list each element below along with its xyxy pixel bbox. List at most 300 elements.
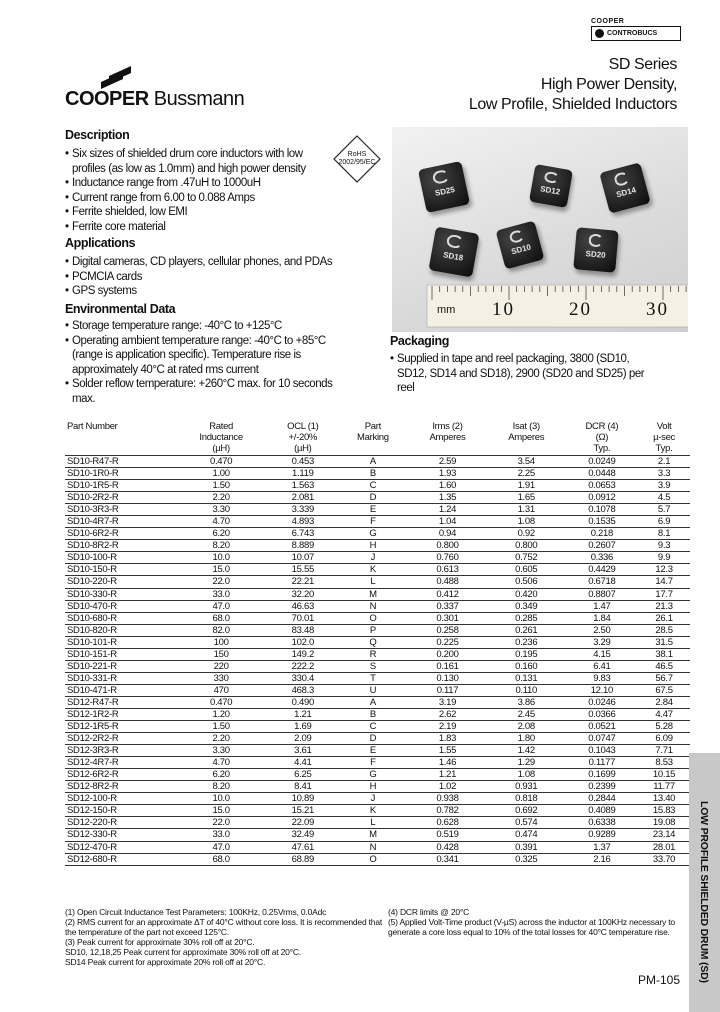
table-cell: 0.2607 xyxy=(566,540,638,552)
description-item: • Inductance range from .47uH to 1000uH xyxy=(65,176,330,191)
table-cell: 0.752 xyxy=(487,552,566,564)
table-cell: 0.131 xyxy=(487,672,566,684)
table-cell: 38.1 xyxy=(638,648,690,660)
column-header xyxy=(268,421,338,456)
table-cell: 2.08 xyxy=(487,721,566,733)
column-header-line: Part xyxy=(364,421,381,432)
rohs-badge xyxy=(333,135,381,183)
table-cell: 2.20 xyxy=(174,492,268,504)
table-cell: 68.0 xyxy=(174,853,268,865)
chip-logo-icon xyxy=(544,170,559,184)
table-cell: 0.470 xyxy=(174,456,268,468)
column-header-line: Rated xyxy=(209,421,234,432)
table-cell: 3.19 xyxy=(408,696,487,708)
table-cell: 1.24 xyxy=(408,504,487,516)
chip-label: SD18 xyxy=(442,250,464,263)
table-cell: 6.20 xyxy=(174,528,268,540)
table-cell: 5.7 xyxy=(638,504,690,516)
table-cell: B xyxy=(338,708,408,720)
column-header xyxy=(338,421,408,456)
column-header-line: OCL (1) xyxy=(287,421,319,432)
table-cell: G xyxy=(338,528,408,540)
table-cell: 6.9 xyxy=(638,516,690,528)
table-cell: 3.86 xyxy=(487,696,566,708)
table-cell: 9.83 xyxy=(566,672,638,684)
footnote: (1) Open Circuit Inductance Test Parameters: 100KHz, 0.25Vrms, 0.0Adc xyxy=(65,907,327,917)
table-cell: J xyxy=(338,552,408,564)
table-cell: 4.15 xyxy=(566,648,638,660)
packaging-list xyxy=(390,352,655,396)
table-cell: 67.5 xyxy=(638,684,690,696)
logo-dot-icon xyxy=(595,29,604,38)
table-row xyxy=(65,600,690,612)
environmental-list xyxy=(65,319,355,407)
table-cell: F xyxy=(338,757,408,769)
table-cell: 32.20 xyxy=(268,588,338,600)
table-cell: 12.10 xyxy=(566,684,638,696)
table-cell: 1.21 xyxy=(408,769,487,781)
table-cell: SD12-680-R xyxy=(65,853,174,865)
chip-label: SD10 xyxy=(510,242,532,257)
table-cell: 31.5 xyxy=(638,636,690,648)
table-cell: 15.55 xyxy=(268,564,338,576)
table-cell: 47.61 xyxy=(268,841,338,853)
ruler-mark-20: 20 xyxy=(569,299,592,320)
table-cell: 0.8807 xyxy=(566,588,638,600)
table-cell: 10.0 xyxy=(174,552,268,564)
table-cell: 330.4 xyxy=(268,672,338,684)
table-cell: 0.6718 xyxy=(566,576,638,588)
description-item: • Ferrite shielded, low EMI xyxy=(65,205,330,220)
table-cell: 10.0 xyxy=(174,793,268,805)
table-cell: 0.261 xyxy=(487,624,566,636)
table-cell: 0.506 xyxy=(487,576,566,588)
table-cell: SD10-330-R xyxy=(65,588,174,600)
table-cell: SD10-331-R xyxy=(65,672,174,684)
table-cell: A xyxy=(338,696,408,708)
table-cell: 0.800 xyxy=(408,540,487,552)
table-cell: 1.31 xyxy=(487,504,566,516)
table-cell: 1.84 xyxy=(566,612,638,624)
table-row xyxy=(65,516,690,528)
controbucs-logo xyxy=(591,18,681,41)
packaging-heading: Packaging xyxy=(390,334,449,348)
table-cell: 0.0448 xyxy=(566,468,638,480)
table-cell: 0.692 xyxy=(487,805,566,817)
table-cell: 102.0 xyxy=(268,636,338,648)
table-cell: 0.412 xyxy=(408,588,487,600)
table-row xyxy=(65,696,690,708)
column-header xyxy=(65,421,174,456)
table-cell: 33.0 xyxy=(174,829,268,841)
table-cell: 4.70 xyxy=(174,757,268,769)
table-row xyxy=(65,552,690,564)
table-cell: 0.325 xyxy=(487,853,566,865)
table-cell: SD10-8R2-R xyxy=(65,540,174,552)
table-cell: 82.0 xyxy=(174,624,268,636)
column-header xyxy=(408,421,487,456)
table-cell: 8.1 xyxy=(638,528,690,540)
table-cell: 0.117 xyxy=(408,684,487,696)
column-header-line: Part Number xyxy=(67,421,118,432)
table-cell: 4.5 xyxy=(638,492,690,504)
column-header-line: Isat (3) xyxy=(512,421,540,432)
table-cell: 1.50 xyxy=(174,480,268,492)
table-cell: SD12-1R2-R xyxy=(65,708,174,720)
table-cell: 10.15 xyxy=(638,769,690,781)
table-cell: N xyxy=(338,600,408,612)
table-cell: 2.45 xyxy=(487,708,566,720)
table-cell: SD10-1R5-R xyxy=(65,480,174,492)
table-cell: 1.20 xyxy=(174,708,268,720)
table-cell: 0.0653 xyxy=(566,480,638,492)
cooper-bussmann-logo xyxy=(65,66,275,111)
table-cell: 17.7 xyxy=(638,588,690,600)
table-cell: 8.41 xyxy=(268,781,338,793)
series-name: SD Series xyxy=(608,56,677,73)
table-cell: 0.818 xyxy=(487,793,566,805)
table-cell: SD10-6R2-R xyxy=(65,528,174,540)
table-cell: H xyxy=(338,781,408,793)
table-cell: 15.83 xyxy=(638,805,690,817)
packaging-item: • Supplied in tape and reel packaging, 3800 (SD10, SD12, SD14 and SD18), 2900 (SD20 and SD25) per reel xyxy=(390,352,655,396)
table-cell: 0.0249 xyxy=(566,456,638,468)
table-row xyxy=(65,492,690,504)
table-cell: J xyxy=(338,793,408,805)
table-cell: 68.0 xyxy=(174,612,268,624)
table-cell: 21.3 xyxy=(638,600,690,612)
table-cell: S xyxy=(338,660,408,672)
ruler-unit: mm xyxy=(437,304,456,316)
table-cell: SD12-R47-R xyxy=(65,696,174,708)
table-cell: 1.91 xyxy=(487,480,566,492)
table-cell: 0.0747 xyxy=(566,733,638,745)
table-cell: SD12-2R2-R xyxy=(65,733,174,745)
table-cell: 0.92 xyxy=(487,528,566,540)
ruler-mark-10: 10 xyxy=(492,299,515,320)
column-header-line: Amperes xyxy=(429,432,466,443)
table-cell: 0.391 xyxy=(487,841,566,853)
table-cell: 468.3 xyxy=(268,684,338,696)
table-row xyxy=(65,769,690,781)
table-cell: 330 xyxy=(174,672,268,684)
chip-label: SD25 xyxy=(434,184,456,198)
table-cell: 0.0246 xyxy=(566,696,638,708)
table-row xyxy=(65,853,690,865)
table-cell: 1.42 xyxy=(487,745,566,757)
table-cell: 1.46 xyxy=(408,757,487,769)
table-cell: 0.1177 xyxy=(566,757,638,769)
table-cell: 11.77 xyxy=(638,781,690,793)
inductor-chip xyxy=(429,227,480,278)
table-row xyxy=(65,733,690,745)
table-cell: 0.236 xyxy=(487,636,566,648)
table-cell: SD12-4R7-R xyxy=(65,757,174,769)
product-photo xyxy=(392,127,688,332)
table-cell: 1.00 xyxy=(174,468,268,480)
table-cell: 0.285 xyxy=(487,612,566,624)
environmental-item: • Storage temperature range: -40°C to +125°C xyxy=(65,319,355,334)
table-cell: 68.89 xyxy=(268,853,338,865)
table-cell: 0.470 xyxy=(174,696,268,708)
rohs-line2: 2002/95/EC xyxy=(338,159,376,166)
table-cell: 2.09 xyxy=(268,733,338,745)
table-cell: 3.61 xyxy=(268,745,338,757)
table-cell: 4.47 xyxy=(638,708,690,720)
table-cell: 3.29 xyxy=(566,636,638,648)
table-cell: 6.41 xyxy=(566,660,638,672)
application-item: • GPS systems xyxy=(65,284,385,299)
brand-text: COOPER Bussmann xyxy=(65,88,245,110)
table-cell: 46.63 xyxy=(268,600,338,612)
table-cell: 0.195 xyxy=(487,648,566,660)
column-header-line: Typ. xyxy=(655,443,673,454)
table-cell: 2.20 xyxy=(174,733,268,745)
table-cell: 4.893 xyxy=(268,516,338,528)
footnote: (5) Applied Volt-Time product (V-µS) across the inductor at 100KHz necessary to generate a core loss equal to 10% of the total losses for 40°C temperature rise. xyxy=(388,917,675,937)
column-header-line: Typ. xyxy=(593,443,611,454)
table-cell: 0.6338 xyxy=(566,817,638,829)
column-header-line: DCR (4) xyxy=(585,421,619,432)
column-header-line: (µH) xyxy=(212,443,230,454)
table-cell: 1.08 xyxy=(487,516,566,528)
table-cell: SD10-101-R xyxy=(65,636,174,648)
cooper-mark-icon xyxy=(101,66,133,90)
table-cell: E xyxy=(338,504,408,516)
column-header-line: Volt xyxy=(656,421,672,432)
column-header-line: µ-sec xyxy=(653,432,675,443)
table-cell: 12.3 xyxy=(638,564,690,576)
table-cell: M xyxy=(338,829,408,841)
table-cell: 3.54 xyxy=(487,456,566,468)
column-header xyxy=(487,421,566,456)
table-cell: SD12-3R3-R xyxy=(65,745,174,757)
table-cell: M xyxy=(338,588,408,600)
table-cell: 0.0912 xyxy=(566,492,638,504)
table-cell: 0.782 xyxy=(408,805,487,817)
table-cell: SD10-220-R xyxy=(65,576,174,588)
table-cell: 1.93 xyxy=(408,468,487,480)
table-row xyxy=(65,817,690,829)
table-cell: 0.2399 xyxy=(566,781,638,793)
table-cell: 0.225 xyxy=(408,636,487,648)
cooper-badge-name: CONTROBUCS xyxy=(607,30,658,37)
table-cell: 1.60 xyxy=(408,480,487,492)
table-cell: 0.2844 xyxy=(566,793,638,805)
table-cell: 2.84 xyxy=(638,696,690,708)
column-header-line: Marking xyxy=(357,432,389,443)
table-cell: 1.37 xyxy=(566,841,638,853)
footnote: SD14 Peak current for approximate 20% roll off at 20°C. xyxy=(65,957,266,967)
table-cell: 2.62 xyxy=(408,708,487,720)
table-cell: Q xyxy=(338,636,408,648)
column-header-line: +/-20% xyxy=(288,432,318,443)
table-cell: 0.628 xyxy=(408,817,487,829)
table-cell: 70.01 xyxy=(268,612,338,624)
table-cell: U xyxy=(338,684,408,696)
table-cell: 3.3 xyxy=(638,468,690,480)
table-cell: 1.69 xyxy=(268,721,338,733)
column-header-line: (Ω) xyxy=(595,432,609,443)
table-cell: 0.605 xyxy=(487,564,566,576)
table-cell: 0.420 xyxy=(487,588,566,600)
table-cell: 8.20 xyxy=(174,781,268,793)
footnote: (3) Peak current for approximate 30% roll off at 20°C. xyxy=(65,937,255,947)
table-cell: 9.9 xyxy=(638,552,690,564)
column-header xyxy=(174,421,268,456)
applications-heading: Applications xyxy=(65,236,136,250)
table-cell: 5.28 xyxy=(638,721,690,733)
table-cell: 47.0 xyxy=(174,600,268,612)
table-cell: 1.02 xyxy=(408,781,487,793)
table-row xyxy=(65,684,690,696)
table-cell: 0.161 xyxy=(408,660,487,672)
table-cell: 2.081 xyxy=(268,492,338,504)
table-cell: O xyxy=(338,853,408,865)
environmental-heading: Environmental Data xyxy=(65,302,176,316)
cooper-badge-box xyxy=(591,26,681,41)
table-cell: 33.70 xyxy=(638,853,690,865)
table-cell: SD12-100-R xyxy=(65,793,174,805)
table-cell: 22.09 xyxy=(268,817,338,829)
table-row xyxy=(65,612,690,624)
table-cell: B xyxy=(338,468,408,480)
table-row xyxy=(65,528,690,540)
table-cell: SD12-8R2-R xyxy=(65,781,174,793)
table-cell: 2.1 xyxy=(638,456,690,468)
table-row xyxy=(65,805,690,817)
specifications-table xyxy=(65,421,690,866)
table-cell: 0.200 xyxy=(408,648,487,660)
table-cell: 2.25 xyxy=(487,468,566,480)
cooper-badge-word: COOPER xyxy=(591,18,625,25)
table-cell: K xyxy=(338,805,408,817)
table-cell: 0.110 xyxy=(487,684,566,696)
table-cell: 0.130 xyxy=(408,672,487,684)
table-cell: 19.08 xyxy=(638,817,690,829)
table-cell: C xyxy=(338,480,408,492)
table-cell: 3.9 xyxy=(638,480,690,492)
table-cell: 47.0 xyxy=(174,841,268,853)
table-cell: 0.1078 xyxy=(566,504,638,516)
application-item: • Digital cameras, CD players, cellular phones, and PDAs xyxy=(65,255,385,270)
table-cell: 0.94 xyxy=(408,528,487,540)
table-row xyxy=(65,781,690,793)
table-cell: 1.563 xyxy=(268,480,338,492)
table-cell: 0.488 xyxy=(408,576,487,588)
table-cell: 0.258 xyxy=(408,624,487,636)
table-cell: K xyxy=(338,564,408,576)
table-cell: SD10-151-R xyxy=(65,648,174,660)
table-cell: SD12-470-R xyxy=(65,841,174,853)
table-cell: 2.59 xyxy=(408,456,487,468)
table-row xyxy=(65,636,690,648)
table-cell: 26.1 xyxy=(638,612,690,624)
table-cell: 8.53 xyxy=(638,757,690,769)
table-row xyxy=(65,480,690,492)
footnote: (4) DCR limits @ 20°C xyxy=(388,907,470,917)
chip-label: SD12 xyxy=(539,184,561,197)
table-cell: 3.30 xyxy=(174,745,268,757)
table-row xyxy=(65,793,690,805)
table-cell: A xyxy=(338,456,408,468)
table-row xyxy=(65,540,690,552)
table-cell: 3.339 xyxy=(268,504,338,516)
table-cell: SD10-1R0-R xyxy=(65,468,174,480)
table-cell: 1.35 xyxy=(408,492,487,504)
chip-label: SD14 xyxy=(615,185,637,200)
table-cell: 0.4089 xyxy=(566,805,638,817)
table-cell: 14.7 xyxy=(638,576,690,588)
table-cell: SD12-330-R xyxy=(65,829,174,841)
chip-logo-icon xyxy=(446,234,463,250)
environmental-item: • Operating ambient temperature range: -40°C to +85°C (range is application specific). Temperature rise is approximately 40°C at rated rms current xyxy=(65,334,355,378)
table-cell: SD12-1R5-R xyxy=(65,721,174,733)
table-cell: 8.20 xyxy=(174,540,268,552)
side-tab xyxy=(689,753,720,1012)
table-cell: 220 xyxy=(174,660,268,672)
footnotes-left xyxy=(65,907,385,967)
table-cell: L xyxy=(338,817,408,829)
table-cell: 83.48 xyxy=(268,624,338,636)
table-cell: 2.50 xyxy=(566,624,638,636)
table-cell: 56.7 xyxy=(638,672,690,684)
table-cell: 1.65 xyxy=(487,492,566,504)
table-cell: G xyxy=(338,769,408,781)
table-cell: 7.71 xyxy=(638,745,690,757)
table-cell: 0.474 xyxy=(487,829,566,841)
table-cell: 0.341 xyxy=(408,853,487,865)
column-header-line: Inductance xyxy=(199,432,243,443)
table-cell: O xyxy=(338,612,408,624)
table-cell: 0.336 xyxy=(566,552,638,564)
application-item: • PCMCIA cards xyxy=(65,270,385,285)
table-cell: 15.0 xyxy=(174,805,268,817)
table-cell: 2.19 xyxy=(408,721,487,733)
table-row xyxy=(65,757,690,769)
table-cell: 6.20 xyxy=(174,769,268,781)
table-cell: 6.25 xyxy=(268,769,338,781)
table-row xyxy=(65,624,690,636)
table-header-row xyxy=(65,421,690,456)
chip-logo-icon xyxy=(432,169,450,185)
inductor-chip xyxy=(573,227,619,273)
table-cell: SD10-680-R xyxy=(65,612,174,624)
table-cell: 149.2 xyxy=(268,648,338,660)
table-cell: D xyxy=(338,733,408,745)
table-cell: 0.453 xyxy=(268,456,338,468)
applications-list xyxy=(65,255,385,299)
table-cell: SD10-471-R xyxy=(65,684,174,696)
table-cell: 13.40 xyxy=(638,793,690,805)
table-row xyxy=(65,564,690,576)
table-cell: 0.301 xyxy=(408,612,487,624)
ruler-mark-30: 30 xyxy=(646,299,669,320)
table-cell: SD10-4R7-R xyxy=(65,516,174,528)
table-cell: SD10-470-R xyxy=(65,600,174,612)
table-cell: SD10-100-R xyxy=(65,552,174,564)
chip-label: SD20 xyxy=(585,249,606,260)
table-cell: 4.70 xyxy=(174,516,268,528)
table-cell: 150 xyxy=(174,648,268,660)
table-cell: 8.889 xyxy=(268,540,338,552)
chip-logo-icon xyxy=(508,229,525,244)
table-cell: E xyxy=(338,745,408,757)
table-body xyxy=(65,456,690,866)
column-header-line: Irms (2) xyxy=(432,421,463,432)
table-cell: 1.55 xyxy=(408,745,487,757)
table-cell: 222.2 xyxy=(268,660,338,672)
